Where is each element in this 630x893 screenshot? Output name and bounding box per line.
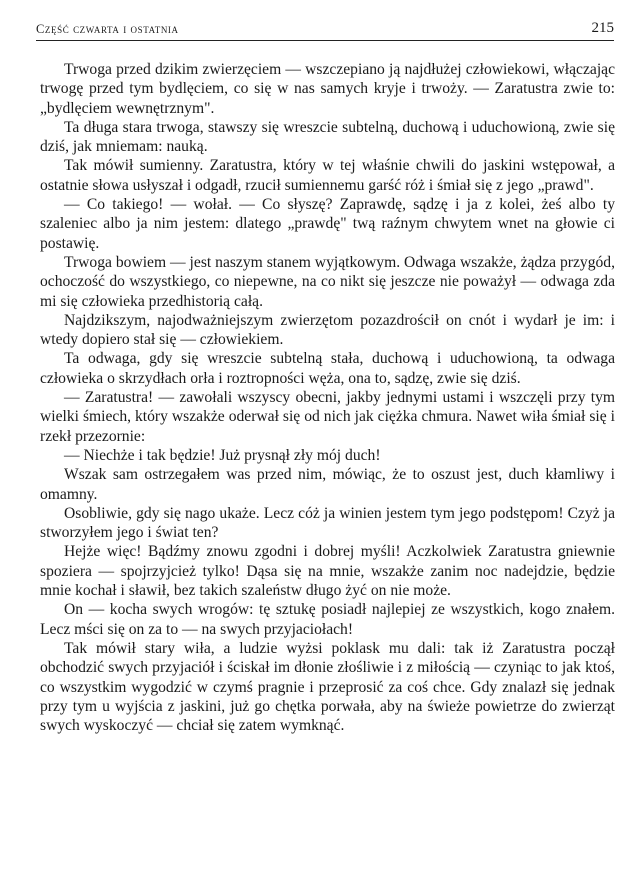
body-text — [40, 60, 615, 735]
paragraph: Osobliwie, gdy się nago ukaże. Lecz cóż ja winien jestem tym jego podstępom! Czyż ja stworzyłem jego i świat ten? — [40, 504, 615, 542]
running-header — [36, 18, 614, 41]
running-title: Część czwarta i ostatnia — [36, 22, 179, 36]
page-number: 215 — [591, 20, 614, 36]
paragraph: Hejże więc! Bądźmy znowu zgodni i dobrej myśli! Aczkolwiek Zaratustra gniewnie spoziera — spojrzyjcież tylko! Dąsa się na mnie, wszakże zanim noc nadejdzie, będzie mnie kochał i sławił, bez takich szaleństw długo żyć on nie może. — [40, 543, 615, 600]
paragraph: Najdzikszym, najodważniejszym zwierzętom pozazdrościł on cnót i wydarł je im: i wtedy dopiero stał się — człowiekiem. — [40, 311, 615, 349]
paragraph: On — kocha swych wrogów: tę sztukę posiadł najlepiej ze wszystkich, kogo znałem. Lecz mści się on za to — na swych przyjaciołach! — [40, 601, 615, 638]
paragraph: Ta długa stara trwoga, stawszy się wreszcie subtelną, duchową i uduchowioną, zwie się dziś, jak mniemam: nauką. — [40, 118, 615, 156]
paragraph: Trwoga przed dzikim zwierzęciem — wszczepiano ją najdłużej człowiekowi, włączając trwogę przed tym bydlęciem, co się w nas samych kryje i trwoży. — Zaratustra zwie to: „bydlęciem wewnętrznym". — [40, 61, 615, 117]
paragraph: Tak mówił stary wiła, a ludzie wyżsi poklask mu dali: tak iż Zaratustra począł obchodzić swych przyjaciół i ściskał im dłonie złośliwie i z miłością — czyniąc to jak ktoś, co wszystkim wygodzić w czymś pragnie i przeprosić za coś chce. Gdy znalazł się jednak przy tym u wyjścia z jaskini, już go chętka porwała, aby na świeże powietrze do zwierząt swych wyskoczyć — chciał się zatem wymknąć. — [40, 639, 615, 735]
paragraph: Tak mówił sumienny. Zaratustra, który w tej właśnie chwili do jaskini wstępował, a ostatnie słowa usłyszał i odgadł, rzucił sumiennemu garść róż i śmiał się z jego „prawd". — [40, 157, 615, 194]
paragraph: Trwoga bowiem — jest naszym stanem wyjątkowym. Odwaga wszakże, żądza przygód, ochoczość do wszystkiego, co niepewne, na co nikt się jeszcze nie poważył — odwaga zda mi się człowieka przedhistorią całą. — [40, 253, 615, 310]
paragraph: Wszak sam ostrzegałem was przed nim, mówiąc, że to oszust jest, duch kłamliwy i omamny. — [40, 466, 615, 503]
paragraph: — Zaratustra! — zawołali wszyscy obecni, jakby jednymi ustami i wszczęli przy tym wielki śmiech, który wszakże oderwał się od nich jak ciężka chmura. Nawet wiła śmiał się i rzekł przezornie: — [40, 389, 615, 445]
paragraph: — Co takiego! — wołał. — Co słyszę? Zaprawdę, sądzę i ja z kolei, żeś albo ty szaleniec albo ja nim jestem: dlatego „prawdę" twą raźnym chwytem wnet na głowie ci postawię. — [40, 196, 615, 252]
paragraph: Ta odwaga, gdy się wreszcie subtelną stała, duchową i uduchowioną, ta odwaga człowieka o skrzydłach orła i roztropności węża, ona to, sądzę, zwie się dziś. — [40, 350, 615, 387]
paragraph: — Niechże i tak będzie! Już prysnął zły mój duch! — [64, 446, 381, 464]
